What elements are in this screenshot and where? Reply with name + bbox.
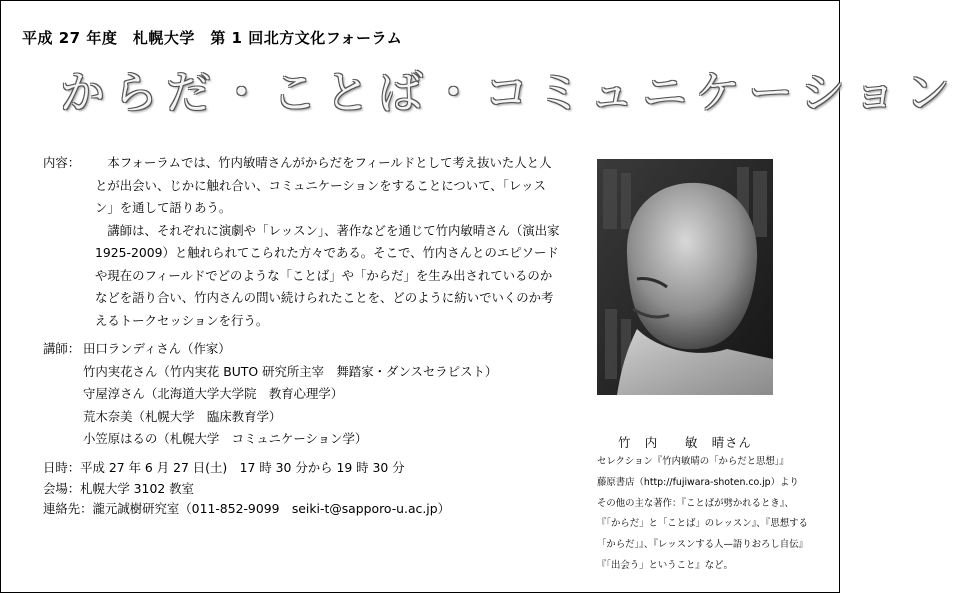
- forum-header: 平成 27 年度 札幌大学 第 1 回北方文化フォーラム: [22, 29, 403, 47]
- lecturers-label: 講師：: [43, 341, 81, 356]
- lecturer-item: 田口ランディさん（作家）: [83, 341, 231, 356]
- event-date: 日時：平成 27 年 6 月 27 日(土) 17 時 30 分から 19 時 30 分: [43, 460, 405, 475]
- portrait-illustration: [597, 159, 773, 395]
- lecturer-item: 竹内実花さん（竹内実花 BUTO 研究所主宰 舞踏家・ダンスセラピスト）: [83, 363, 498, 379]
- bio-text: [597, 452, 808, 577]
- event-venue: 会場：札幌大学 3102 教室: [43, 480, 194, 496]
- bio-line: その他の主な著作：『ことばが劈かれるとき』、: [597, 497, 794, 509]
- bio-line: 藤原書店（http://fujiwara-shoten.co.jp）より: [597, 476, 799, 488]
- content-label: 内容：: [43, 155, 81, 170]
- content-paragraph-2: 講師は、それぞれに演劇や「レッスン」、著作などを通じて竹内敏晴さん（演出家 1925-2009）と触れられてこられた方々である。そこで、竹内さんとのエピソードや現在のフィールドでどのような「ことば」や「からだ」を生み出されているのかなどを語り合い、竹内さんの問い続けられたことを、どのように紡いでいくのか考えるトークセッションを行う。: [95, 222, 560, 328]
- bio-line: 「からだ」』、『レッスンする人—語りおろし自伝』: [597, 539, 808, 551]
- lecturers-list: [83, 338, 497, 451]
- event-details: [43, 458, 450, 520]
- lecturer-item: 小笠原はるの（札幌大学 コミュニケーション学）: [83, 431, 368, 446]
- portrait-photo: [597, 159, 773, 395]
- page-title: からだ・ことば・コミュニケーション: [60, 66, 958, 119]
- content-section: [43, 152, 563, 332]
- bio-line: セレクション『竹内敏晴の「からだと思想」』: [597, 456, 789, 467]
- event-contact: 連絡先：瀧元誠樹研究室（011-852-9099 seiki-t@sapporo-u.ac.jp）: [43, 501, 451, 516]
- bio-line: 『「出会う」ということ』など。: [597, 559, 733, 571]
- bio-line: 『「からだ」と「ことば」のレッスン』、『思想する: [597, 518, 808, 530]
- lecturer-item: 荒木奈美（札幌大学 臨床教育学）: [83, 408, 282, 424]
- lecturers-section: [43, 338, 498, 446]
- content-paragraph-1: 本フォーラムでは、竹内敏晴さんがからだをフィールドとして考え抜いた人と人とが出会い、じかに触れ合い、コミュニケーションをすることについて、「レッスン」を通して語りあう。: [95, 155, 552, 215]
- lecturer-item: 守屋淳さん（北海道大学大学院 教育心理学）: [83, 386, 344, 401]
- photo-caption: 竹 内 敏 晴さん: [618, 435, 752, 450]
